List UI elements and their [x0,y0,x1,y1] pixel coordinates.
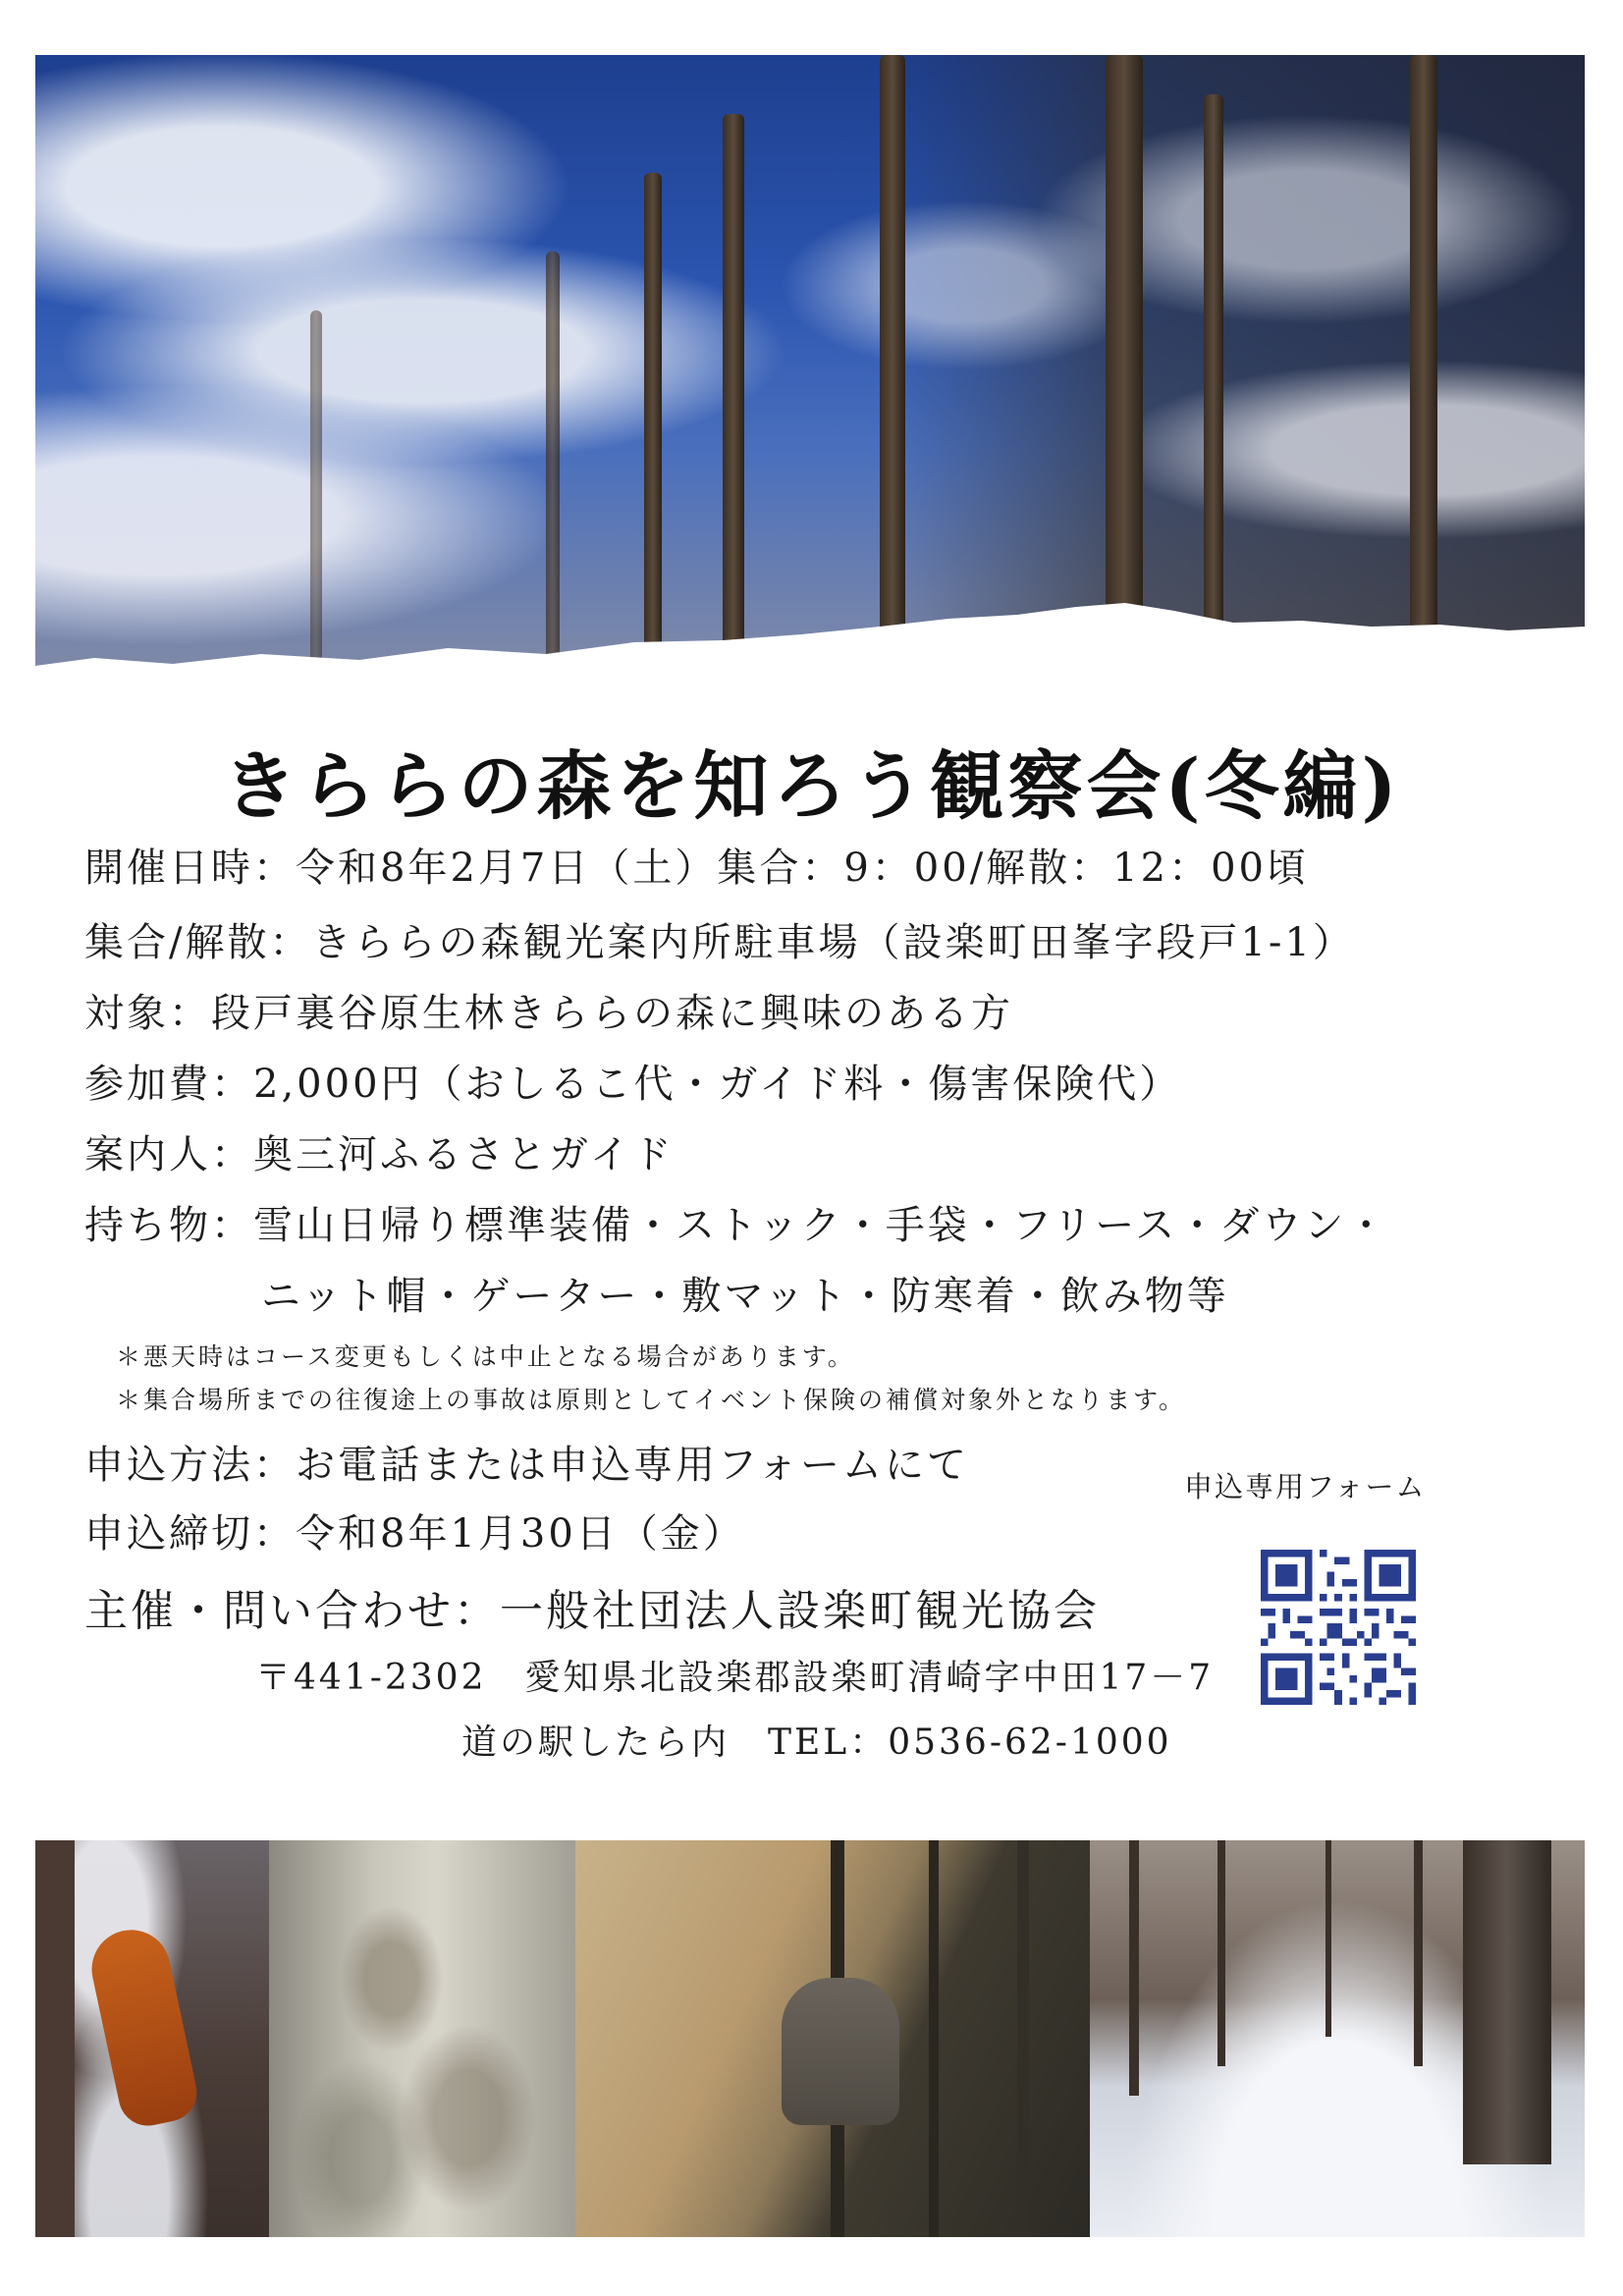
detail-label: 案内人： [84,1132,253,1177]
qr-code-icon[interactable] [1255,1544,1422,1711]
photo-serow-on-slope [575,1840,1090,2237]
detail-label: 開催日時： [84,846,296,891]
contact-line: 道の駅したら内 TEL：0536-62-1000 [461,1722,1172,1763]
detail-label: 対象： [84,991,211,1036]
detail-value: 令和8年2月7日（土）集合：9：00/解散：12：00頃 [296,846,1309,891]
detail-fee [84,1053,1181,1109]
photo-tree-bark [269,1840,575,2237]
qr-label: 申込専用フォーム [1184,1470,1427,1503]
detail-label: 申込締切： [84,1511,296,1557]
detail-value: 奥三河ふるさとガイド [253,1132,675,1177]
detail-value: 雪山日帰り標準装備・ストック・手袋・フリース・ダウン・ [253,1203,1389,1248]
detail-value: 令和8年1月30日（金） [296,1511,745,1557]
page-title: きららの森を知ろう観察会(冬編) [222,742,1401,830]
detail-items-continued: ニット帽・ゲーター・敷マット・防寒着・飲み物等 [261,1274,1229,1319]
detail-value: お電話または申込専用フォームにて [296,1443,969,1488]
detail-meeting-place [84,911,1355,967]
detail-value: 一般社団法人設楽町観光協会 [500,1586,1100,1636]
detail-label: 参加費： [84,1062,253,1107]
detail-value: 2,000円（おしるこ代・ガイド料・傷害保険代） [253,1062,1182,1107]
detail-label: 持ち物： [84,1203,253,1248]
detail-application [84,1434,969,1490]
detail-label: 集合/解散： [84,920,312,965]
detail-deadline [84,1503,745,1558]
detail-datetime [84,837,1309,893]
detail-value: きららの森観光案内所駐車場（設楽町田峯字段戸1-1） [311,920,1355,965]
hero-photo-snowy-forest [35,55,1585,713]
note-weather: ＊悪天時はコース変更もしくは中止となる場合があります。 [116,1342,855,1371]
note-insurance: ＊集合場所までの往復途上の事故は原則としてイベント保険の補償対象外となります。 [116,1386,1187,1414]
detail-label: 主催・問い合わせ： [84,1586,500,1636]
detail-guide [84,1123,675,1179]
detail-label: 申込方法： [84,1443,296,1488]
photo-snowy-trail [1090,1840,1585,2237]
address-line: 〒441-2302 愛知県北設楽郡設楽町清崎字中田17－7 [255,1658,1215,1698]
detail-items [84,1194,1388,1250]
detail-organizer [84,1575,1100,1638]
detail-value: 段戸裏谷原生林きららの森に興味のある方 [211,991,1013,1036]
photo-marten-on-tree [35,1840,269,2237]
detail-target [84,982,1013,1038]
